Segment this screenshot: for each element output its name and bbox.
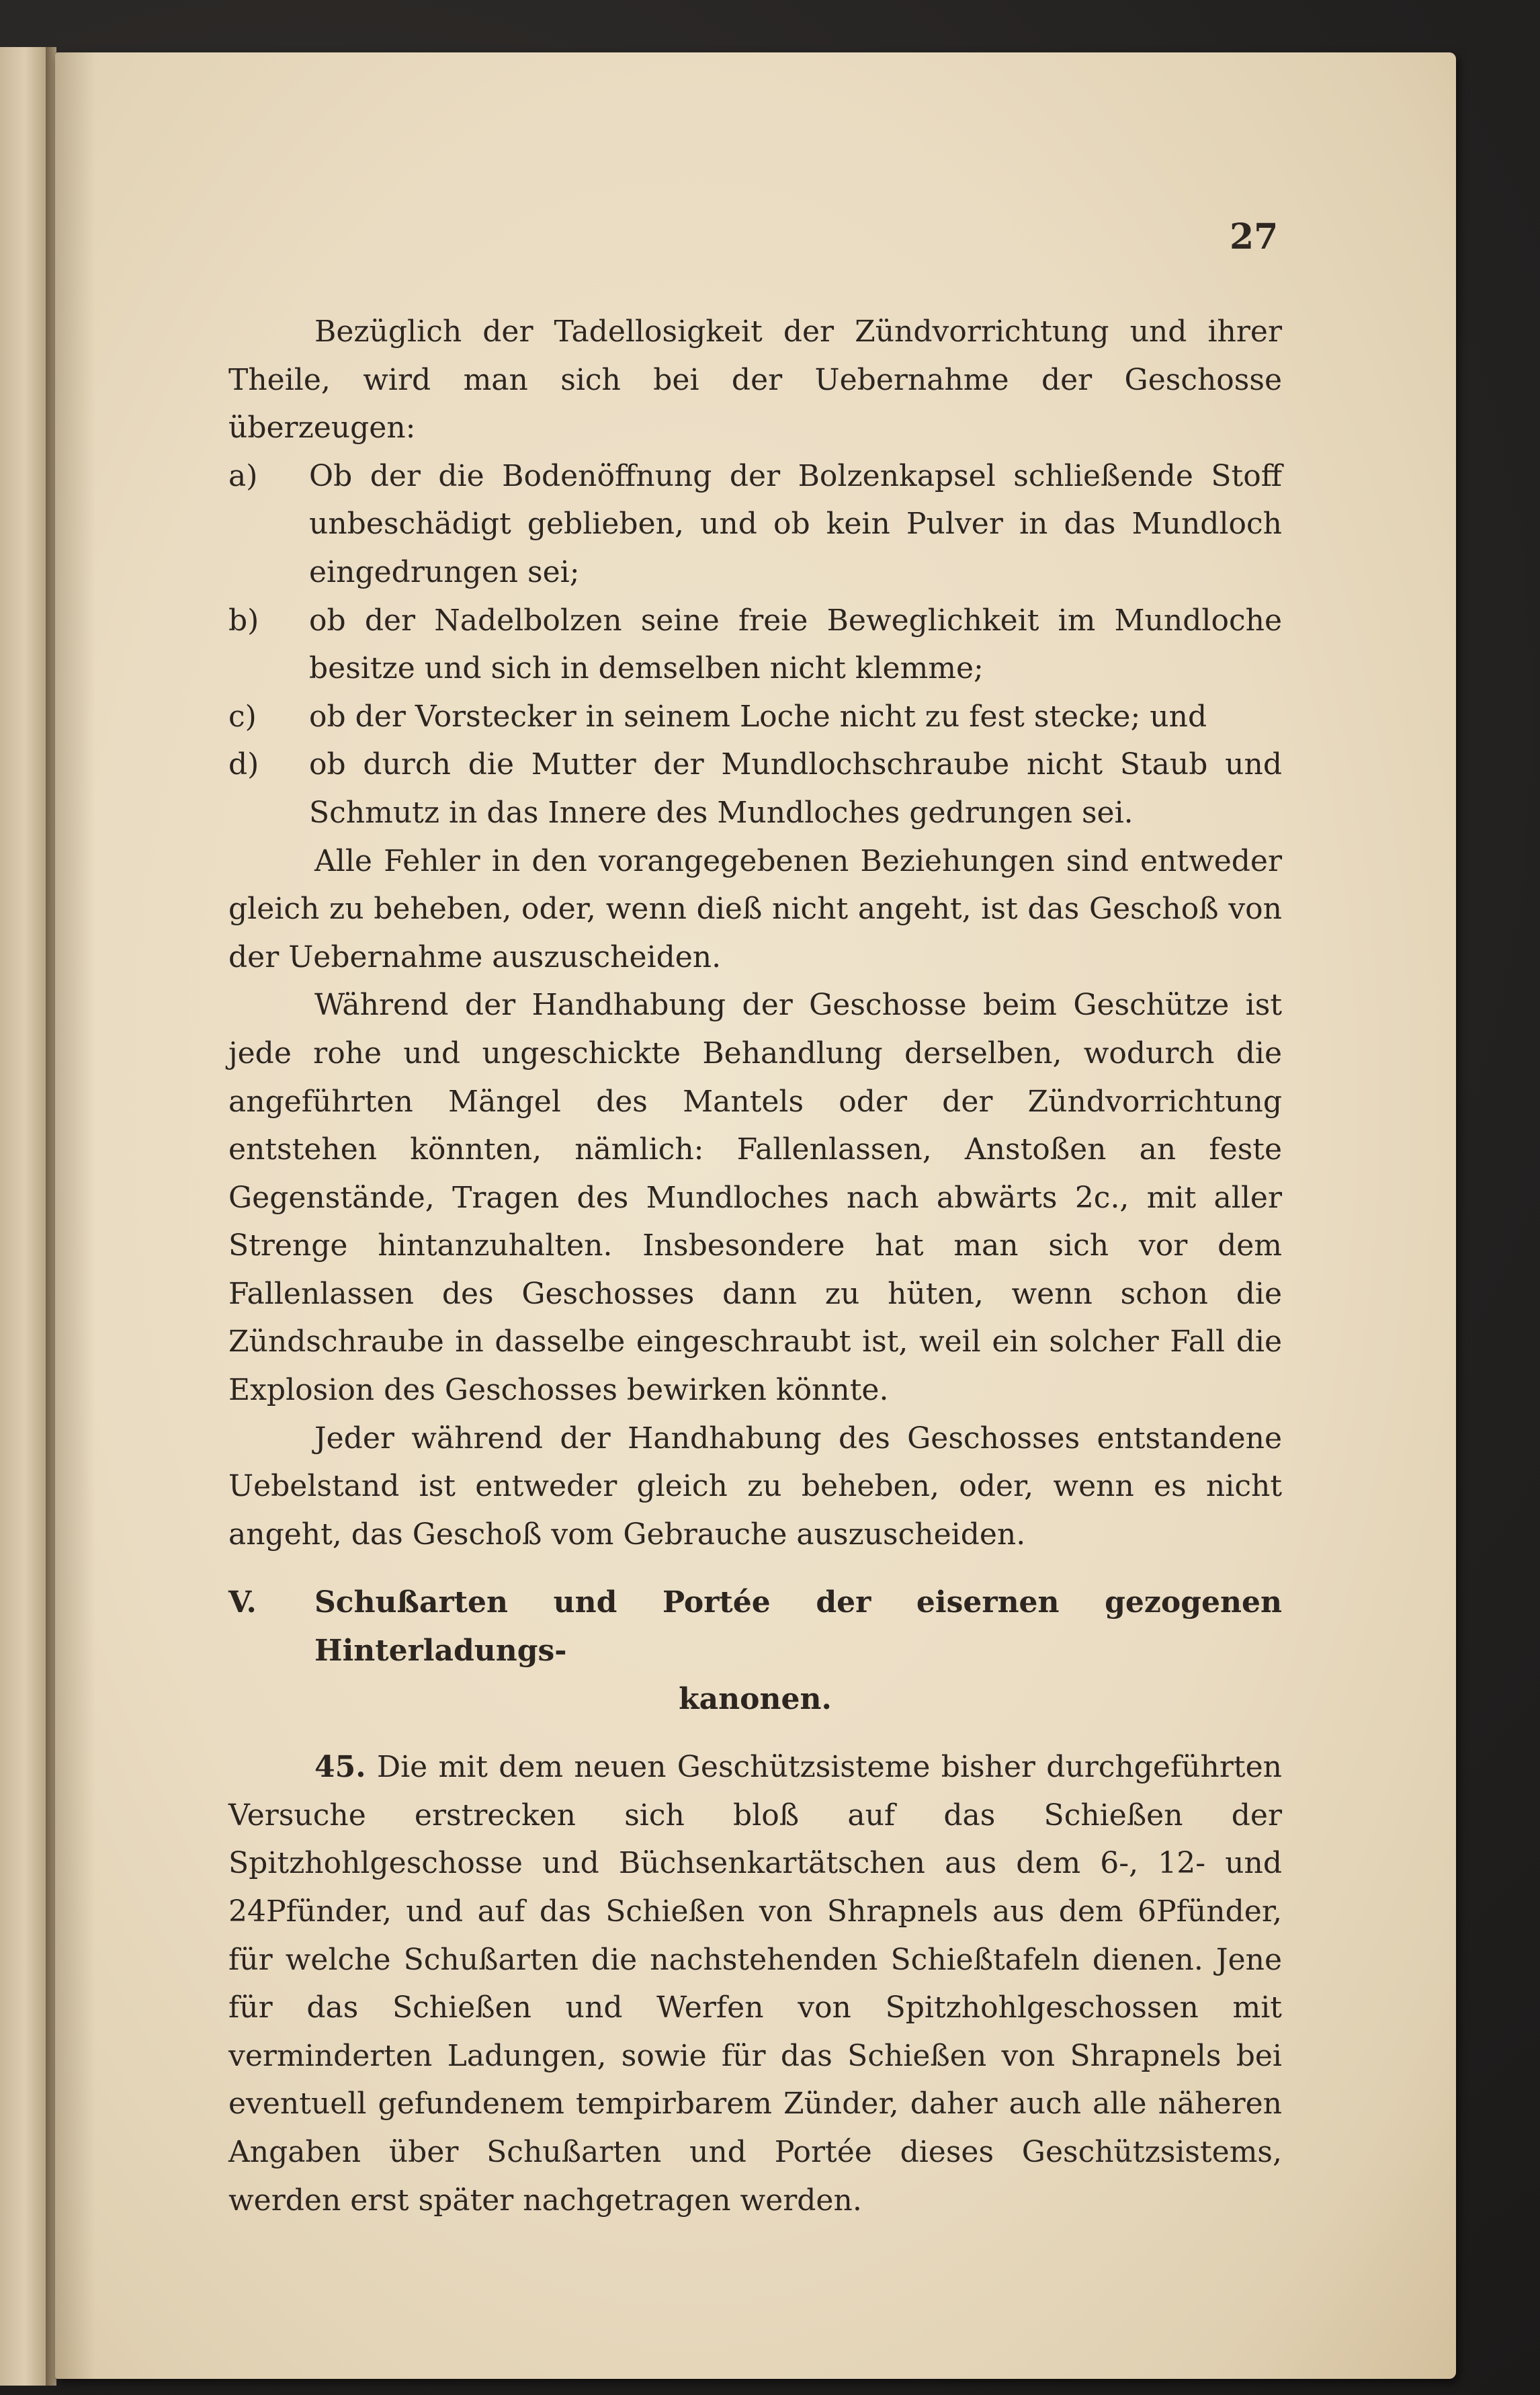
list-item-a [228, 452, 1282, 597]
paragraph-handling: Während der Handhabung der Geschosse beim Geschütze ist jede rohe und ungeschickte Behandlung derselben, wodurch die angeführten Mängel des Mantels oder der Zündvorrichtung entstehen könnten, nämlich: Fallenlassen, Anstoßen an feste Gegenstände, Tragen des Mundloches nach abwärts 2c., mit aller Strenge hintanzuhalten. Insbesondere hat man sich vor dem Fallenlassen des Geschosses dann zu hüten, wenn schon die Zündschraube in dasselbe eingeschraubt ist, weil ein solcher Fall die Explosion des Geschosses bewirken könnte. [228, 988, 1282, 1408]
list-item-b [228, 597, 1282, 693]
list-item-text: ob durch die Mutter der Mundlochschraube nicht Staub und Schmutz in das Innere des Mundloches gedrungen sei. [309, 747, 1282, 830]
list-item-text: ob der Vorstecker in seinem Loche nicht zu fest stecke; und [309, 699, 1207, 734]
paragraph-number: 45. [314, 1750, 366, 1785]
left-page-edge [0, 47, 47, 2386]
section-number: V. [228, 1585, 257, 1620]
paragraph-45-text: Die mit dem neuen Geschützsisteme bisher durchgeführten Versuche erstrecken sich bloß auf das Schießen der Spitzhohlgeschosse und Büchsenkartätschen aus dem 6-, 12- und 24Pfünder, und auf das Schießen von Shrapnels aus dem 6Pfünder, für welche Schußarten die nachstehenden Schießtafeln dienen. Jene für das Schießen und Werfen von Spitzhohlgeschossen mit verminderten Ladungen, sowie für das Schießen von Shrapnels bei eventuell gefundenem tempirbarem Zünder, daher auch alle näheren Angaben über Schußarten und Portée dieses Geschützsistems, werden erst später nachgetragen werden. [228, 1750, 1282, 2218]
section-title-line2: kanonen. [679, 1681, 832, 1716]
page-fold-shadow [55, 52, 95, 2379]
section-title-line1: Schußarten und Portée der eisernen gezogenen Hinterladungs- [314, 1585, 1282, 1669]
page-text [228, 308, 1282, 2224]
paragraph-defects: Jeder während der Handhabung des Geschosses entstandene Uebelstand ist entweder gleich zu beheben, oder, wenn es nicht angeht, das Geschoß vom Gebrauche auszuscheiden. [228, 1421, 1282, 1552]
page-number: 27 [1230, 216, 1279, 257]
list-item-text: ob der Nadelbolzen seine freie Beweglichkeit im Mundloche besitze und sich in demselben nicht klemme; [309, 603, 1282, 686]
intro-paragraph: Bezüglich der Tadellosigkeit der Zündvorrichtung und ihrer Theile, wird man sich bei der Uebernahme der Geschosse überzeugen: [228, 314, 1282, 446]
list-item-text: Ob der die Bodenöffnung der Bolzenkapsel schließende Stoff unbeschädigt geblieben, und ob kein Pulver in das Mundloch eingedrungen sei; [309, 458, 1282, 589]
list-item-d [228, 741, 1282, 837]
list-item-label: a) [228, 458, 258, 493]
paragraph-errors: Alle Fehler in den vorangegebenen Beziehungen sind entweder gleich zu beheben, oder, wenn dieß nicht angeht, ist das Geschoß von der Uebernahme auszuscheiden. [228, 843, 1282, 974]
list-item-c [228, 693, 1282, 741]
paragraph-45 [228, 1743, 1282, 2224]
list-item-label: b) [228, 603, 259, 638]
section-heading [228, 1579, 1282, 1723]
list-item-label: c) [228, 699, 257, 734]
list-item-label: d) [228, 747, 259, 782]
